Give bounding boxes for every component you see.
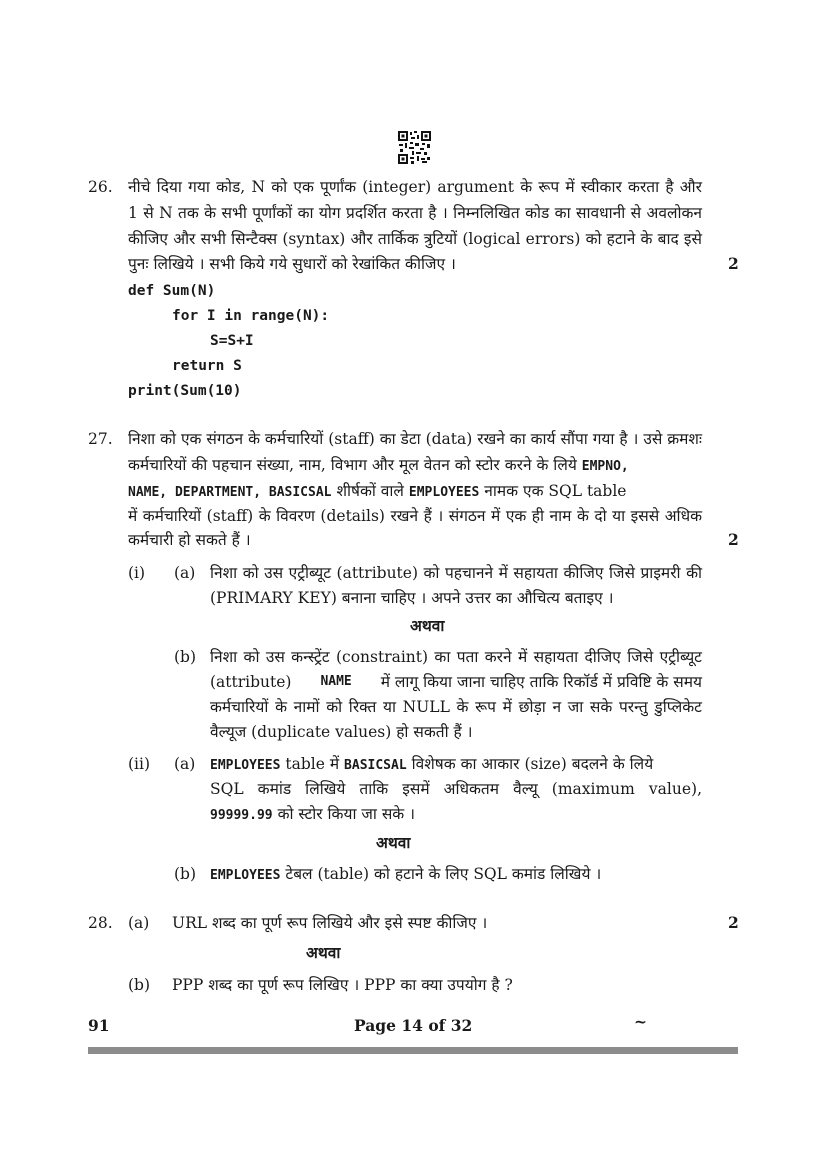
q27-text: (attribute): [210, 673, 292, 691]
code-term: EMPNO,: [581, 459, 629, 474]
sub-part-label: (a): [174, 564, 196, 582]
marks: 2: [728, 530, 739, 549]
sub-part-label: (b): [174, 865, 197, 883]
code-line: return S: [172, 358, 242, 374]
q27-ii-a-text: [210, 804, 415, 826]
q27-i-b-text: निशा को उस कन्स्ट्रेंट (constraint) का पता करने में सहायता दीजिए जिसे एट्रीब्यूट: [210, 648, 702, 666]
footer-mark: ~: [634, 1012, 647, 1031]
q27-i-a-text: (PRIMARY KEY) बनाना चाहिए । अपने उत्तर का औचित्य बताइए ।: [210, 589, 614, 607]
q27-text: टेबल (table) को हटाने के लिए SQL कमांड लिखिये ।: [285, 865, 602, 883]
code-term: EMPLOYEES: [210, 758, 281, 773]
or-separator: अथवा: [410, 616, 445, 635]
q27-ii-a-text: [210, 754, 653, 776]
code-term: EMPLOYEES: [210, 868, 281, 883]
sub-part-label: (a): [174, 755, 196, 773]
q27-text-line: [128, 481, 626, 503]
code-term: 99999.99: [210, 808, 273, 823]
q27-text-line: कर्मचारी हो सकते हैं ।: [128, 531, 251, 549]
q26-text-line: पुनः लिखिये । सभी किये गये सुधारों को रेखांकित कीजिए ।: [128, 255, 456, 273]
code-line: S=S+I: [210, 333, 254, 349]
qr-code-icon: [398, 131, 431, 164]
q27-text: table में: [285, 755, 340, 773]
q27-text-line: में कर्मचारियों (staff) के विवरण (details) रखने हैं । संगठन में एक ही नाम के दो या इससे अधिक: [128, 507, 702, 525]
sub-part-label: (b): [128, 976, 151, 994]
part-label: (ii): [128, 755, 151, 773]
code-line: for I in range(N):: [172, 308, 330, 324]
code-term: NAME: [320, 674, 352, 689]
q27-text: नामक एक SQL table: [484, 482, 627, 500]
footer-rule: [88, 1047, 738, 1054]
code-term: BASICSAL: [344, 758, 407, 773]
code-line: print(Sum(10): [128, 383, 242, 399]
paper-code: 91: [88, 1016, 110, 1035]
sub-part-label: (a): [128, 914, 150, 932]
q28-a-text: URL शब्द का पूर्ण रूप लिखिये और इसे स्पष्ट कीजिए ।: [172, 914, 488, 932]
q27-text-line: [128, 455, 629, 477]
question-number: 28.: [88, 914, 113, 932]
part-label: (i): [128, 564, 146, 582]
q27-text: कर्मचारियों की पहचान संख्या, नाम, विभाग और मूल वेतन को स्टोर करने के लिये: [128, 456, 577, 474]
sub-part-label: (b): [174, 648, 197, 666]
q27-ii-a-text: SQL कमांड लिखिये ताकि इसमें अधिकतम वैल्यू (maximum value),: [210, 780, 702, 798]
q27-i-b-text: वैल्यूज (duplicate values) हो सकती हैं ।: [210, 723, 473, 741]
marks: 2: [728, 913, 739, 932]
q27-i-b-text: कर्मचारियों के नामों को रिक्त या NULL के रूप में छोड़ा न जा सके परन्तु डुप्लिकेट: [210, 698, 702, 716]
code-term: EMPLOYEES: [408, 485, 480, 500]
code-line: def Sum(N): [128, 283, 216, 299]
q26-text-line: कीजिए और सभी सिन्टैक्स (syntax) और तार्किक त्रुटियों (logical errors) को हटाने के बाद इसे: [128, 230, 702, 248]
q27-i-b-text: [210, 672, 702, 692]
q27-i-a-text: निशा को उस एट्रीब्यूट (attribute) को पहचानने में सहायता कीजिए जिसे प्राइमरी की: [210, 564, 702, 582]
q27-text-line: निशा को एक संगठन के कर्मचारियों (staff) का डेटा (data) रखने का कार्य सौंपा गया है । उसे क्रमशः: [128, 430, 703, 448]
question-number: 26.: [88, 178, 113, 196]
or-separator: अथवा: [376, 833, 411, 852]
q27-text: विशेषक का आकार (size) बदलने के लिये: [411, 755, 654, 773]
marks: 2: [728, 254, 739, 273]
q27-text: को स्टोर किया जा सके ।: [277, 805, 416, 823]
q27-text: शीर्षकों वाले: [336, 482, 404, 500]
code-term: NAME, DEPARTMENT, BASICSAL: [128, 485, 332, 500]
q26-text-line: नीचे दिया गया कोड, N को एक पूर्णांक (integer) argument के रूप में स्वीकार करता है और: [128, 178, 702, 196]
q27-text: में लागू किया जाना चाहिए ताकि रिकॉर्ड में प्रविष्टि के समय: [380, 673, 702, 691]
question-number: 27.: [88, 430, 113, 448]
or-separator: अथवा: [306, 943, 341, 962]
q27-ii-b-text: [210, 864, 601, 886]
q28-b-text: PPP शब्द का पूर्ण रूप लिखिए । PPP का क्या उपयोग है ?: [172, 976, 513, 994]
page-number: Page 14 of 32: [354, 1016, 473, 1035]
q26-text-line: 1 से N तक के सभी पूर्णांकों का योग प्रदर्शित करता है । निम्नलिखित कोड का सावधानी से अवलोकन: [128, 204, 702, 222]
